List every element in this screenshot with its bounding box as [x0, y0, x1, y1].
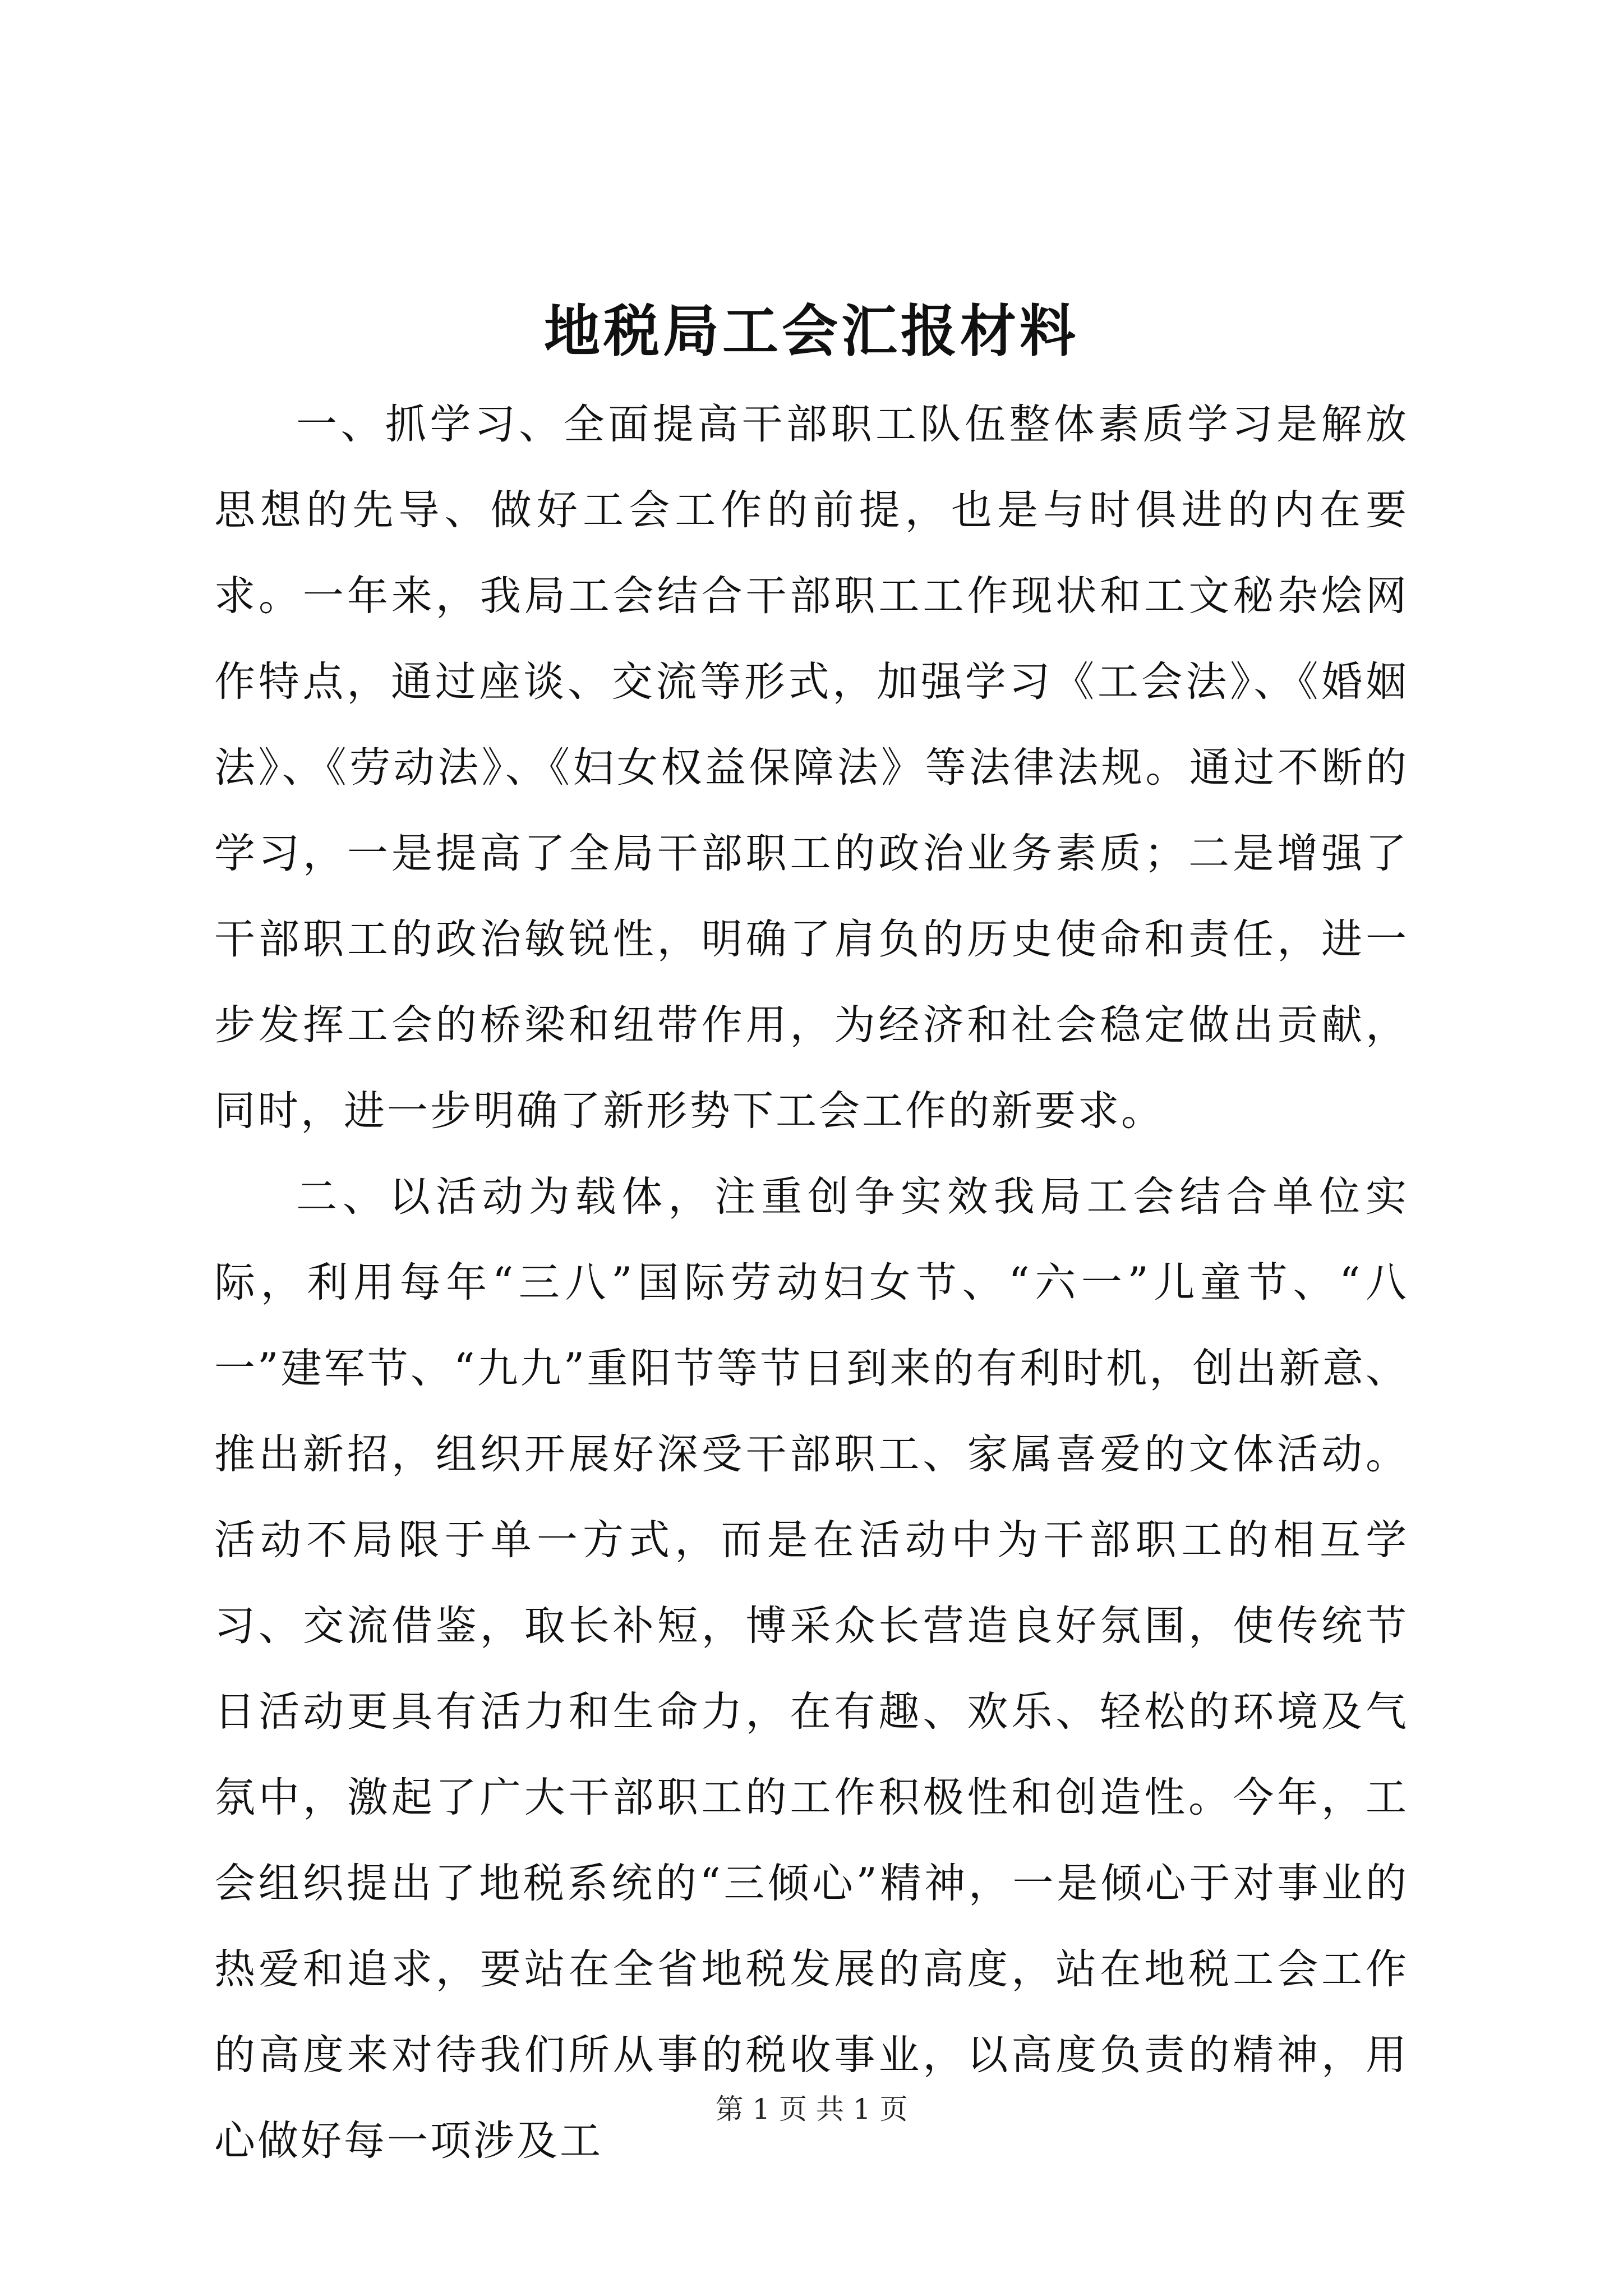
paragraph-1: 一、抓学习、全面提高干部职工队伍整体素质学习是解放思想的先导、做好工会工作的前提，也是与时俱进的内在要求。一年来，我局工会结合干部职工工作现状和工文秘杂烩网作特点，通过座谈、交流等形式，加强学习《工会法》、《婚姻法》、《劳动法》、《妇女权益保障法》等法律法规。通过不断的学习，一是提高了全局干部职工的政治业务素质；二是增强了干部职工的政治敏锐性，明确了肩负的历史使命和责任，进一步发挥工会的桥梁和纽带作用，为经济和社会稳定做出贡献，同时，进一步明确了新形势下工会工作的新要求。	[214, 401, 1409, 1135]
page-footer: 第 1 页 共 1 页	[715, 2093, 908, 2125]
paragraph-2: 二、以活动为载体，注重创争实效我局工会结合单位实际，利用每年“三八”国际劳动妇女节、“六一”儿童节、“八一”建军节、“九九”重阳节等节日到来的有利时机，创出新意、推出新招，组织开展好深受干部职工、家属喜爱的文体活动。活动不局限于单一方式，而是在活动中为干部职工的相互学习、交流借鉴，取长补短，博采众长营造良好氛围，使传统节日活动更具有活力和生命力，在有趣、欢乐、轻松的环境及气氛中，激起了广大干部职工的工作积极性和创造性。今年，工会组织提出了地税系统的“三倾心”精神，一是倾心于对事业的热爱和追求，要站在全省地税发展的高度，站在地税工会工作的高度来对待我们所从事的税收事业，以高度负责的精神，用心做好每一项涉及工	[214, 1173, 1409, 2165]
document-title: 地税局工会汇报材料	[544, 298, 1079, 364]
document-body	[214, 381, 1409, 2184]
